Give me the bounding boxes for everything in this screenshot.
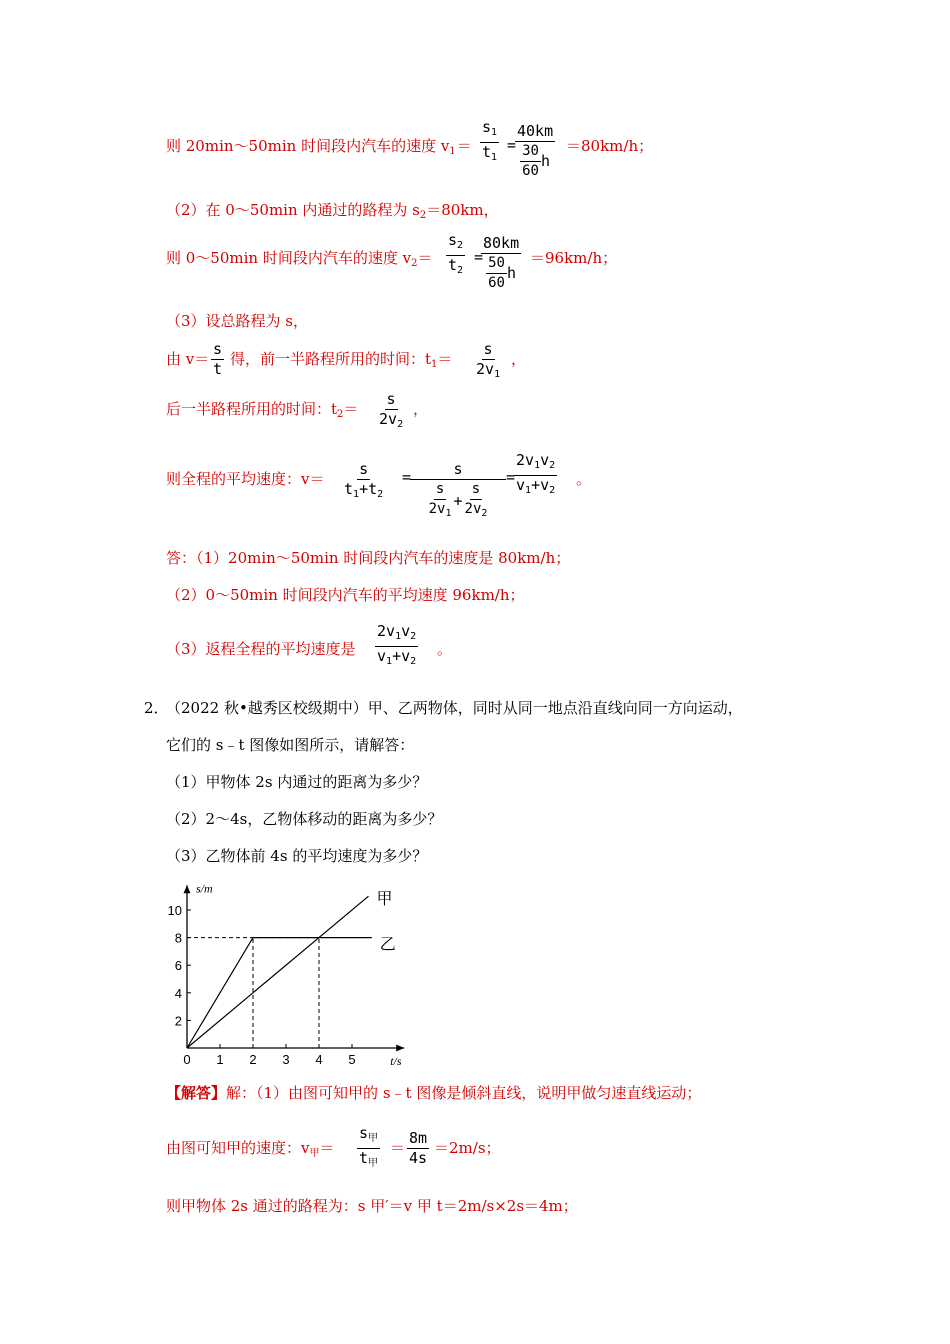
sol2-line1: 【解答】解：（1）由图可知甲的 s﹣t 图像是倾斜直线，说明甲做匀速直线运动； [166,1084,702,1102]
question-stem-1: （2022 秋•越秀区校级期中）甲、乙两物体，同时从同一地点沿直线向同一方向运动， [166,699,743,717]
equals: ＝ [456,137,472,155]
sol1-fraction-s-t1t2: $\frac{s}{t_1+t_2}$ [344,460,384,500]
sol1-fraction-s2-t2: $\frac{s_2}{t_2}$ [448,231,464,276]
question-stem-2: 它们的 s﹣t 图像如图所示，请解答： [166,736,415,754]
series-line-yi [187,938,372,1048]
comma: ， [413,400,429,418]
sol1-line6: 后一半路程所用的时间：$t_2=$ [166,400,359,420]
answer-1: 答：（1）20min～50min 时间段内汽车的速度是 80km/h； [166,549,571,567]
comma: ， [511,350,527,368]
sol1-line4: （3）设总路程为 s， [166,312,309,330]
period: 。 [576,470,592,488]
sol2-fraction-s-t: $s_甲$ $t_甲$ [359,1124,379,1169]
sol1-line5-mid: 得，前一半路程所用的时间：$t_1=$ [230,350,453,370]
sol1-fraction-compound: s $\frac{s}{2v_1}$ + $\frac{s}{2v_2}$ [410,460,506,523]
x-tick-label: 5 [348,1052,356,1067]
x-tick-label: 1 [216,1052,224,1067]
x-tick-label: 2 [249,1052,257,1067]
sol1-line3-result: ＝96km/h； [530,249,618,267]
sol1-line1-result: ＝80km/h； [566,137,654,155]
sol1-fraction-40km: 40km $\frac{30}{60}$ h [517,122,554,179]
sol1-line3: 则 0～50min 时间段内汽车的速度 $v_2=$ [166,249,433,269]
x-tick-label: 0 [183,1052,191,1067]
period: 。 [437,640,453,658]
sol1-fraction-s1-t1: $\frac{s_1}{t_1}$ [482,118,498,163]
sol1-fraction-2v1v2: $\frac{2v_1v_2}{v_1+v_2}$ [516,451,556,496]
y-tick-label: 4 [174,985,182,1001]
answer-3: （3）返程全程的平均速度是 [166,640,356,658]
x-tick-label: 4 [315,1052,323,1067]
question-part-1: （1）甲物体 2s 内通过的距离为多少？ [166,773,428,791]
sol2-fraction-8m-4s: $\frac{8m}{4s}$ [409,1129,428,1167]
question-number: 2． [144,699,169,717]
y-axis-arrow [184,885,191,893]
answer-2: （2）0～50min 时间段内汽车的平均速度 96km/h； [166,586,525,604]
y-tick-label: 8 [174,930,182,946]
question-part-3: （3）乙物体前 4s 的平均速度为多少？ [166,847,428,865]
sol1-fraction-s-2v2: $\frac{s}{2v_2}$ [379,390,404,430]
equals: ＝ [390,1139,406,1157]
subscript: 1 [449,146,456,157]
sol1-fraction-80km: 80km $\frac{50}{60}$ h [483,234,520,291]
sol2-line2: 由图可知甲的速度：$v_甲=$ [166,1139,335,1159]
y-tick-label: 10 [167,903,182,918]
series-line-jia [187,896,369,1048]
series-label-jia: 甲 [376,889,393,909]
text: 则 20min～50min 时间段内汽车的速度 v [166,137,450,155]
x-axis-arrow [396,1045,404,1052]
answer-tag: 【解答】 [166,1084,227,1102]
question-part-2: （2）2～4s，乙物体移动的距离为多少？ [166,810,443,828]
sol1-line1 [166,136,473,162]
sol1-fraction-s-t: $\frac{s}{t}$ [213,340,223,378]
sol1-line5: 由 v＝ [166,350,210,368]
sol2-line3: 则甲物体 2s 通过的路程为：s 甲′＝v 甲 t＝2m/s×2s＝4m； [166,1197,578,1215]
y-tick-label: 2 [174,1013,182,1029]
sol1-line7: 则全程的平均速度：v＝ [166,470,325,488]
x-axis-label: t/s [390,1054,402,1068]
series-label-yi: 乙 [379,934,396,954]
y-tick-label: 6 [174,958,182,974]
sol1-fraction-s-2v1: $\frac{s}{2v_1}$ [476,340,501,380]
result: ＝2m/s； [434,1139,501,1157]
x-tick-label: 3 [282,1052,290,1067]
answer-3-fraction: $\frac{2v_1v_2}{v_1+v_2}$ [377,622,417,667]
sol1-line2: （2）在 0～50min 内通过的路程为 $s_2=80km$， [166,201,499,221]
y-axis-label: s/m [196,881,213,896]
st-graph [160,872,420,1072]
